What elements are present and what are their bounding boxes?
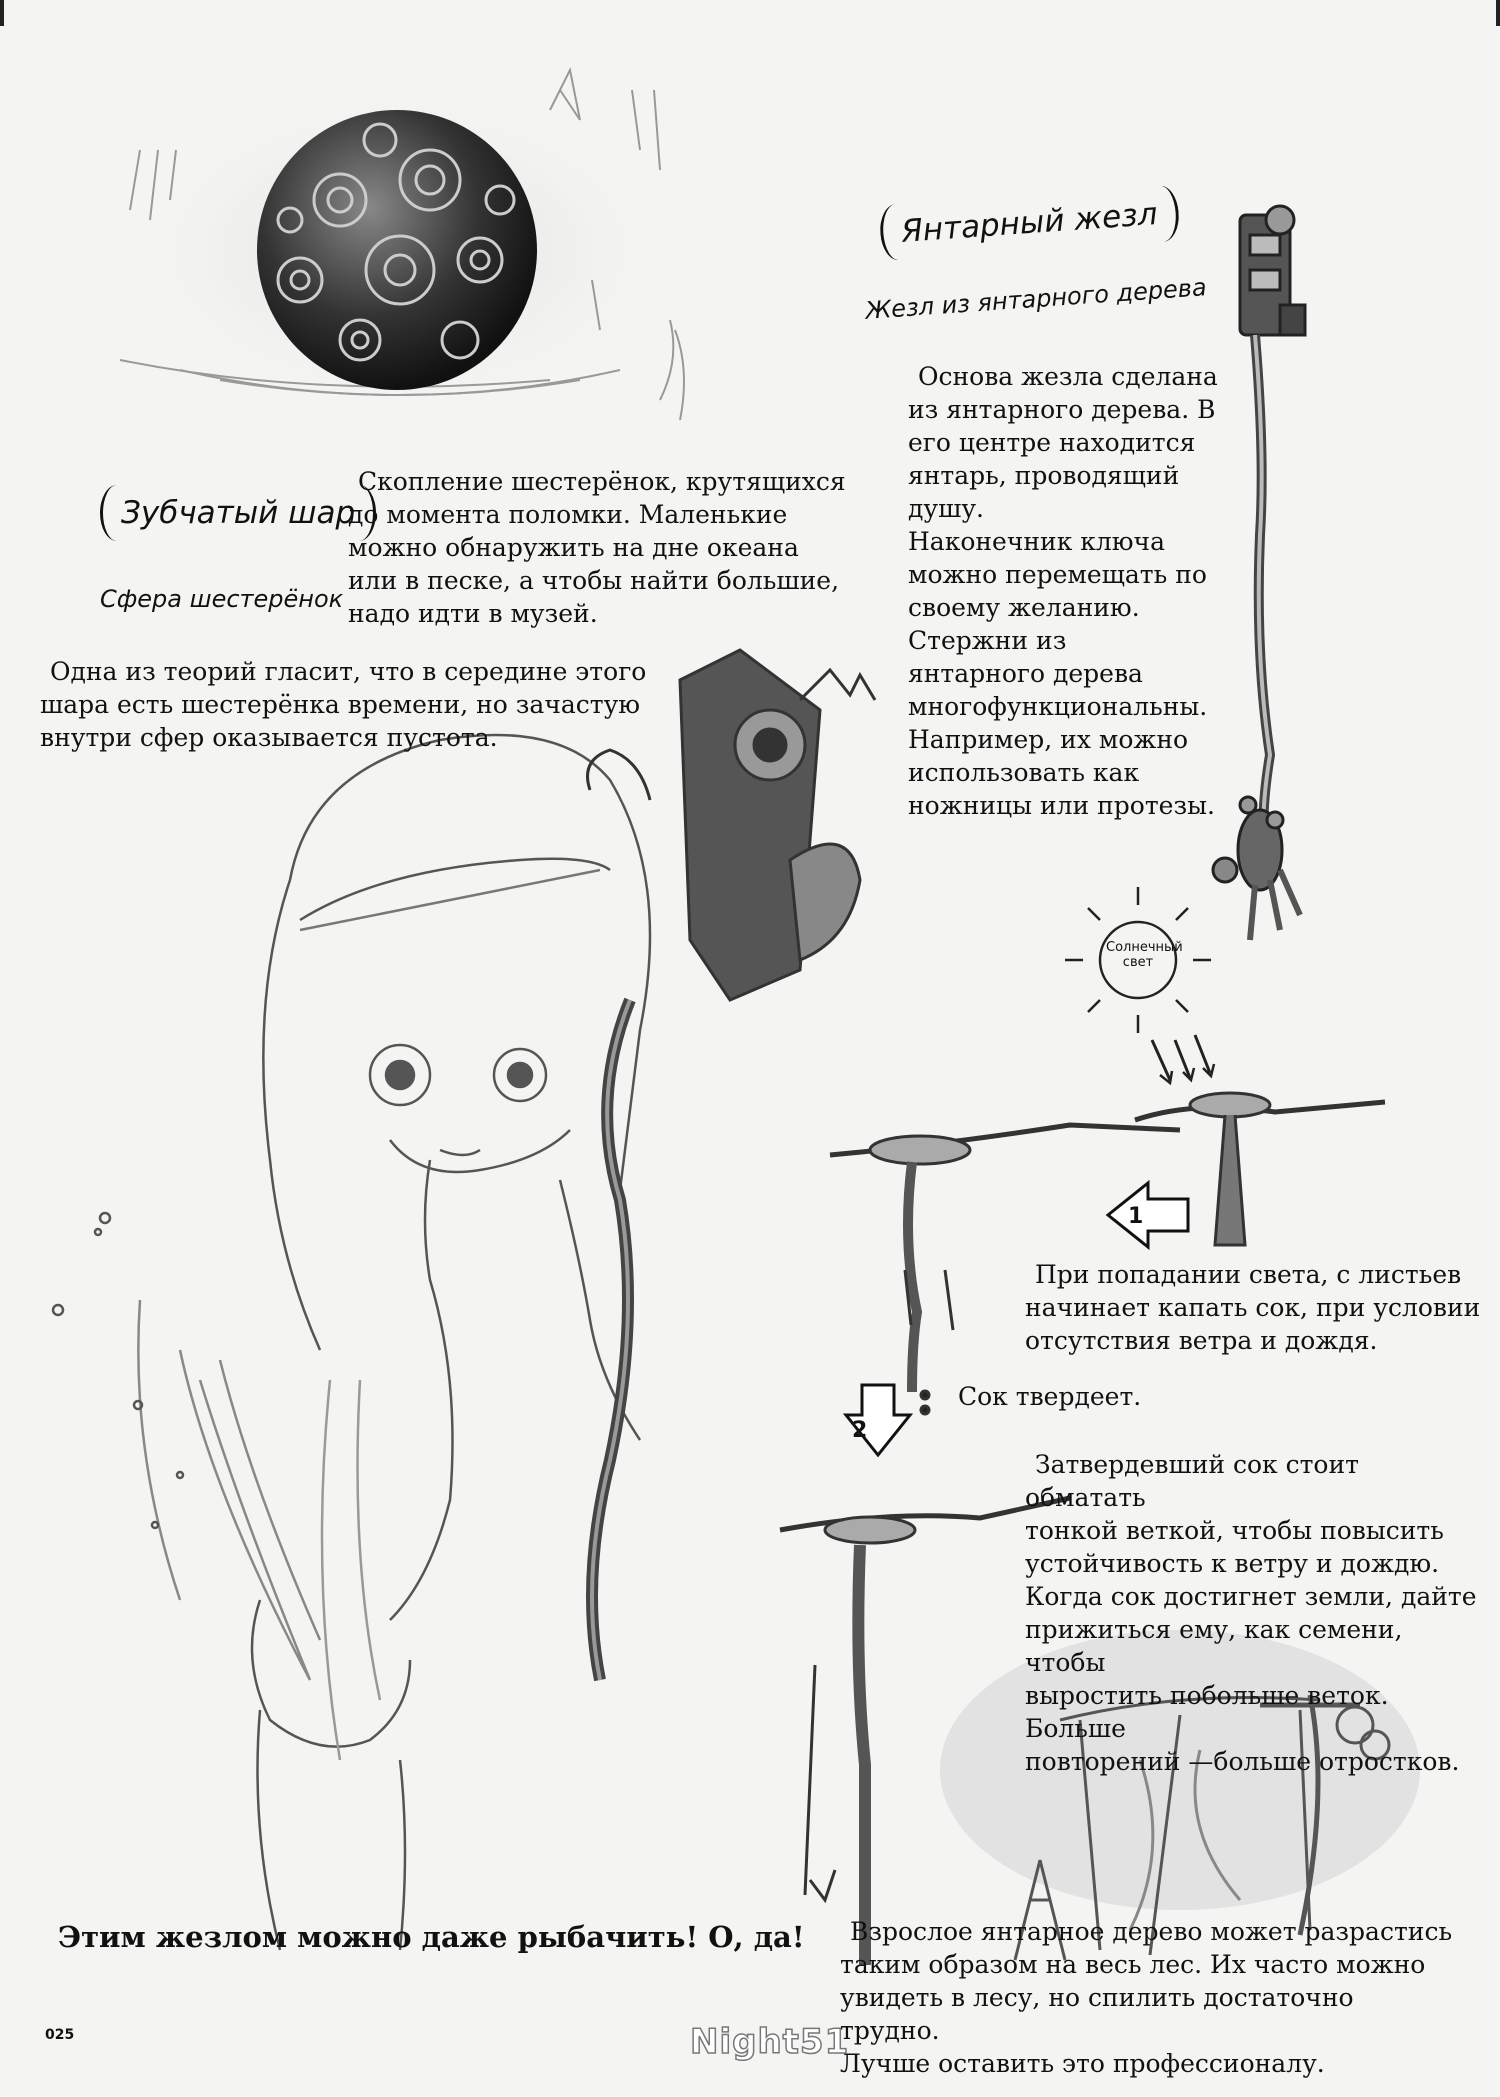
amber-rod-description: Основа жезла сделана из янтарного дерева. В его центре находится янтарь, проводящий душу. Наконечник ключа можно перемещать по своему желанию. Стержни из янтарного дерева многофункциональны. Например, их можно использовать как ножницы или протезы. [908, 362, 1218, 820]
step-1-label: 1 [1128, 1204, 1144, 1229]
sun-label: Солнечный свет [1106, 940, 1183, 970]
watermark: Night51 [690, 2022, 850, 2062]
gear-sphere-description: Скопление шестерёнок, крутящихся до момента поломки. Маленькие можно обнаружить на дне океана или в песке, а чтобы найти большие, надо идти в музей. [348, 467, 846, 628]
step-2-label: 2 [852, 1418, 868, 1443]
girl-sketch-drawing [53, 735, 650, 1950]
fishing-caption: Этим жезлом можно даже рыбачить! О, да! [58, 1920, 805, 1954]
light-drip-text: При попадании света, с листьев начинает капать сок, при условии отсутствия ветра и дождя. [1025, 1260, 1481, 1355]
page-number: 025 [45, 2027, 75, 2043]
amber-rod-title: Янтарный жезл [878, 185, 1180, 262]
gear-sphere-title: Зубчатый шар [100, 485, 376, 541]
sap-hardens-text: Сок твердеет. [958, 1382, 1142, 1411]
amber-rod-subtitle: Жезл из янтарного дерева [864, 273, 1208, 325]
gear-sphere-subtitle: Сфера шестерёнок [100, 585, 344, 613]
adult-tree-text: Взрослое янтарное дерево может разрастись таким образом на весь лес. Их часто можно увидеть в лесу, но спилить достаточно трудно. Лучше оставить это профессионалу. [840, 1917, 1453, 2078]
gear-sphere-drawing [110, 70, 690, 420]
sun-drawing [1065, 887, 1214, 1083]
wrap-branch-text: Затвердевший сок стоит обматать тонкой веткой, чтобы повысить устойчивость к ветру и дождю. Когда сок достигнет земли, дайте прижиться ему, как семени, чтобы выростить побольше веток. Больше повторений —больше отростков. [1025, 1450, 1477, 1776]
gear-sphere-theory: Одна из теорий гласит, что в середине этого шара есть шестерёнка времени, но зачастую внутри сфер оказывается пустота. [40, 657, 647, 752]
